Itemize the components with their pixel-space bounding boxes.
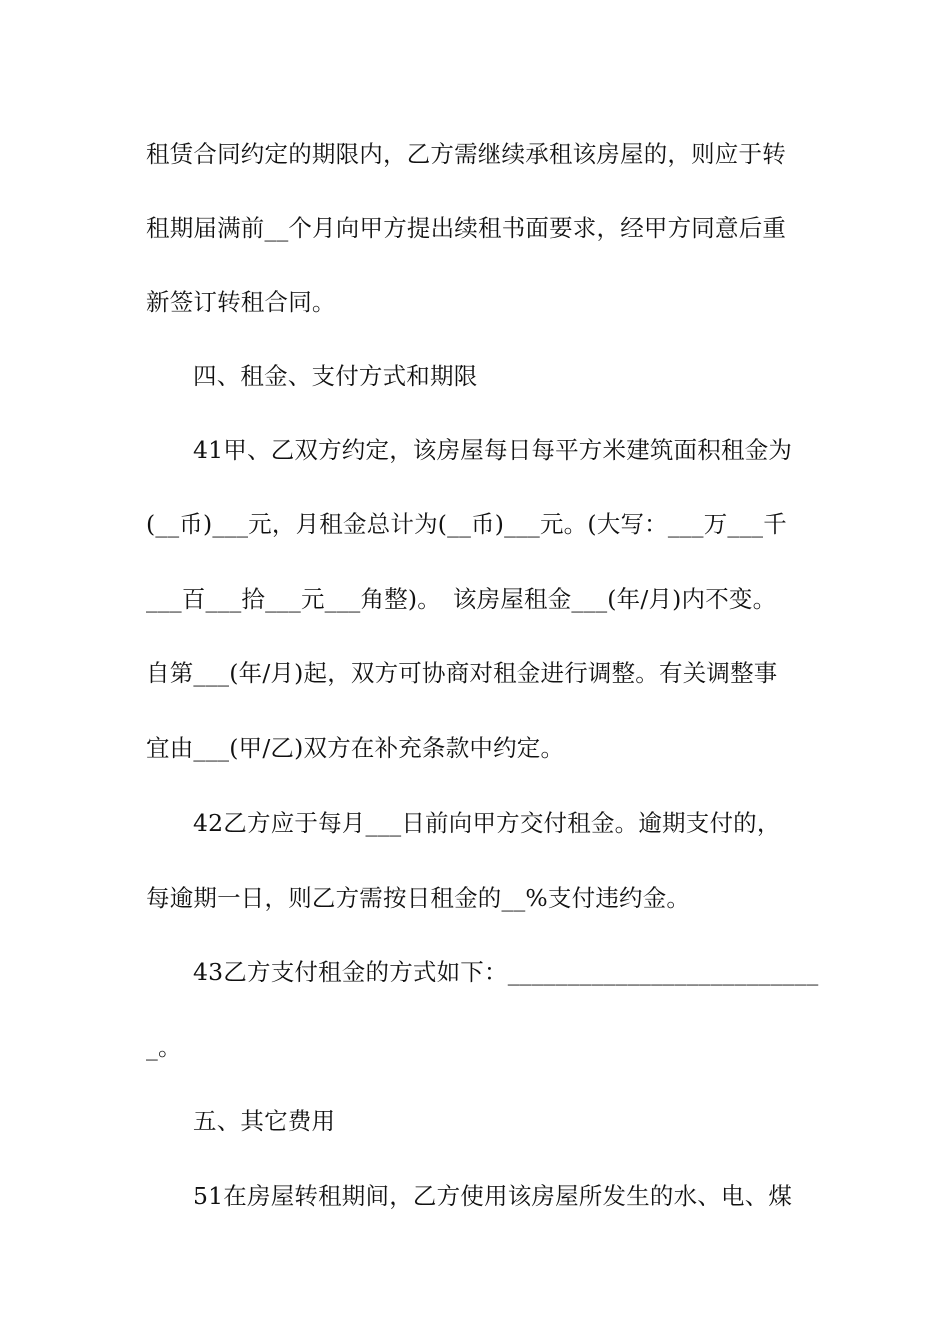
- paragraph-line: 51在房屋转租期间，乙方使用该房屋所发生的水、电、煤: [193, 1182, 793, 1210]
- paragraph-line: _。: [146, 1033, 182, 1061]
- paragraph-line: ___百___拾___元___角整)。 该房屋租金___(年/月)内不变。: [146, 585, 777, 613]
- paragraph-line: 宜由___(甲/乙)双方在补充条款中约定。: [146, 734, 565, 762]
- section-heading: 五、其它费用: [193, 1107, 336, 1135]
- paragraph-line: 42乙方应于每月___日前向甲方交付租金。逾期支付的，: [193, 809, 781, 837]
- paragraph-line: 新签订转租合同。: [146, 288, 336, 316]
- paragraph-line: (__币)___元，月租金总计为(__币)___元。(大写：___万___千: [146, 510, 787, 538]
- section-heading: 四、租金、支付方式和期限: [193, 362, 478, 390]
- paragraph-line: 租期届满前__个月向甲方提出续租书面要求，经甲方同意后重: [146, 214, 787, 242]
- paragraph-line: 自第___(年/月)起，双方可协商对租金进行调整。有关调整事: [146, 659, 778, 687]
- paragraph-line: 43乙方支付租金的方式如下：__________________________: [193, 958, 819, 986]
- paragraph-line: 每逾期一日，则乙方需按日租金的__%支付违约金。: [146, 884, 691, 912]
- paragraph-line: 租赁合同约定的期限内，乙方需继续承租该房屋的，则应于转: [146, 140, 786, 168]
- paragraph-line: 41甲、乙双方约定，该房屋每日每平方米建筑面积租金为: [193, 436, 793, 464]
